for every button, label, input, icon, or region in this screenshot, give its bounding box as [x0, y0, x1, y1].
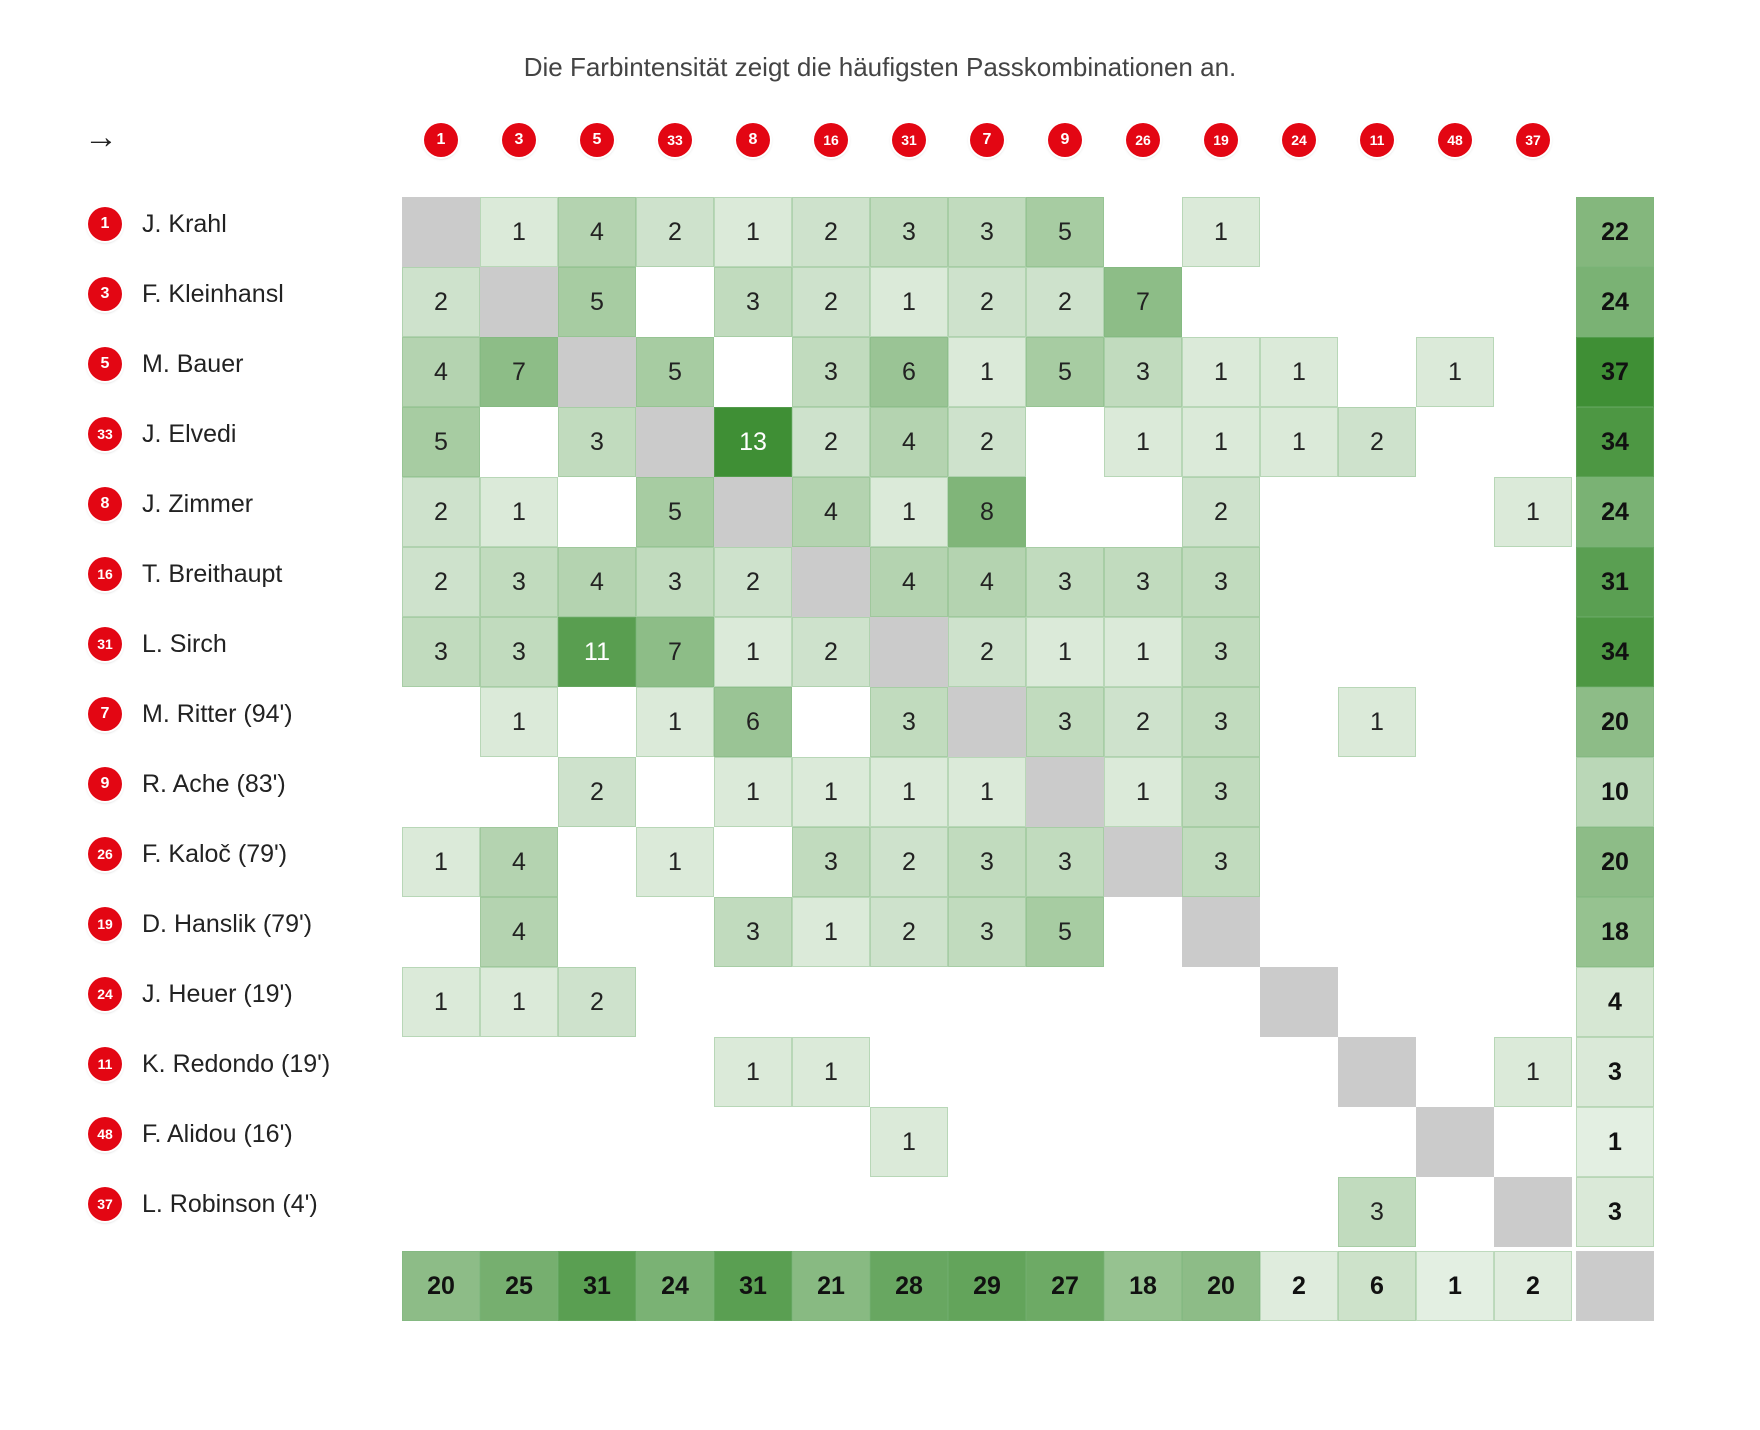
- player-number-badge: 9: [88, 767, 122, 801]
- column-badge: 11: [1360, 123, 1394, 157]
- column-badge: 3: [502, 123, 536, 157]
- diagonal-cell: [792, 547, 870, 617]
- pass-count-cell: 2: [948, 617, 1026, 687]
- row-total-cell: 20: [1576, 687, 1654, 757]
- pass-count-cell: 2: [1104, 687, 1182, 757]
- player-label: [88, 416, 236, 452]
- pass-count-cell: 2: [792, 267, 870, 337]
- diagonal-cell: [1338, 1037, 1416, 1107]
- row-total-cell: 4: [1576, 967, 1654, 1037]
- pass-count-cell: 3: [948, 897, 1026, 967]
- pass-count-cell: 6: [870, 337, 948, 407]
- player-label: [88, 486, 253, 522]
- pass-count-cell: 7: [1104, 267, 1182, 337]
- pass-count-cell: 2: [636, 197, 714, 267]
- player-label: [88, 696, 293, 732]
- column-badge: 24: [1282, 123, 1316, 157]
- player-name: F. Kleinhansl: [142, 279, 284, 308]
- column-total-cell: 18: [1104, 1251, 1182, 1321]
- pass-count-cell: 6: [714, 687, 792, 757]
- row-total-cell: 22: [1576, 197, 1654, 267]
- pass-count-cell: 3: [792, 827, 870, 897]
- pass-count-cell: 3: [1182, 827, 1260, 897]
- column-badge: 31: [892, 123, 926, 157]
- pass-count-cell: 1: [636, 827, 714, 897]
- player-number-badge: 26: [88, 837, 122, 871]
- column-badge: 5: [580, 123, 614, 157]
- pass-count-cell: 7: [636, 617, 714, 687]
- pass-count-cell: 1: [714, 197, 792, 267]
- player-name: F. Alidou (16'): [142, 1119, 293, 1148]
- row-total-cell: 34: [1576, 407, 1654, 477]
- diagonal-cell: [558, 337, 636, 407]
- pass-count-cell: 3: [792, 337, 870, 407]
- pass-count-cell: 3: [1026, 827, 1104, 897]
- pass-count-cell: 5: [1026, 897, 1104, 967]
- column-total-cell: 25: [480, 1251, 558, 1321]
- pass-count-cell: 4: [948, 547, 1026, 617]
- pass-count-cell: 1: [1104, 407, 1182, 477]
- row-total-cell: 20: [1576, 827, 1654, 897]
- player-number-badge: 37: [88, 1187, 122, 1221]
- pass-count-cell: 3: [1182, 617, 1260, 687]
- player-number-badge: 33: [88, 417, 122, 451]
- player-number-badge: 11: [88, 1047, 122, 1081]
- pass-count-cell: 2: [1338, 407, 1416, 477]
- column-total-cell: 20: [1182, 1251, 1260, 1321]
- player-number-badge: 5: [88, 347, 122, 381]
- player-label: [88, 1116, 293, 1152]
- pass-count-cell: 5: [1026, 337, 1104, 407]
- pass-count-cell: 1: [714, 757, 792, 827]
- pass-count-cell: 1: [1182, 337, 1260, 407]
- pass-count-cell: 4: [792, 477, 870, 547]
- pass-count-cell: 4: [558, 197, 636, 267]
- column-badge: 19: [1204, 123, 1238, 157]
- column-total-cell: 31: [714, 1251, 792, 1321]
- pass-count-cell: 3: [1338, 1177, 1416, 1247]
- player-label: [88, 766, 286, 802]
- player-number-badge: 19: [88, 907, 122, 941]
- chart-subtitle: Die Farbintensität zeigt die häufigsten Passkombinationen an.: [523, 52, 1237, 82]
- player-number-badge: 8: [88, 487, 122, 521]
- player-label: [88, 1046, 330, 1082]
- column-badge: 26: [1126, 123, 1160, 157]
- column-badge: 8: [736, 123, 770, 157]
- pass-count-cell: 2: [558, 967, 636, 1037]
- column-badge: 33: [658, 123, 692, 157]
- player-number-badge: 48: [88, 1117, 122, 1151]
- column-total-cell: 21: [792, 1251, 870, 1321]
- column-badge: 48: [1438, 123, 1472, 157]
- pass-count-cell: 3: [1182, 687, 1260, 757]
- pass-count-cell: 1: [480, 687, 558, 757]
- pass-count-cell: 3: [948, 827, 1026, 897]
- pass-count-cell: 1: [948, 757, 1026, 827]
- player-label: [88, 976, 293, 1012]
- diagonal-cell: [1416, 1107, 1494, 1177]
- pass-count-cell: 2: [402, 477, 480, 547]
- player-name: M. Ritter (94'): [142, 699, 293, 728]
- player-label: [88, 836, 287, 872]
- pass-count-cell: 5: [636, 477, 714, 547]
- diagonal-cell: [1260, 967, 1338, 1037]
- player-label: [88, 206, 227, 242]
- pass-count-cell: 1: [1104, 757, 1182, 827]
- pass-count-cell: 3: [1182, 547, 1260, 617]
- diagonal-cell: [948, 687, 1026, 757]
- pass-count-cell: 3: [402, 617, 480, 687]
- pass-count-cell: 1: [480, 477, 558, 547]
- column-total-cell: 1: [1416, 1251, 1494, 1321]
- pass-count-cell: 1: [714, 617, 792, 687]
- row-total-cell: 1: [1576, 1107, 1654, 1177]
- pass-count-cell: 4: [870, 547, 948, 617]
- pass-count-cell: 2: [948, 267, 1026, 337]
- column-total-cell: 28: [870, 1251, 948, 1321]
- pass-count-cell: 2: [870, 827, 948, 897]
- diagonal-cell: [870, 617, 948, 687]
- column-badge: 9: [1048, 123, 1082, 157]
- pass-count-cell: 2: [714, 547, 792, 617]
- diagonal-cell: [480, 267, 558, 337]
- pass-count-cell: 1: [714, 1037, 792, 1107]
- pass-count-cell: 4: [480, 897, 558, 967]
- player-label: [88, 1186, 318, 1222]
- pass-count-cell: 5: [402, 407, 480, 477]
- player-label: [88, 276, 284, 312]
- pass-count-cell: 2: [870, 897, 948, 967]
- player-number-badge: 3: [88, 277, 122, 311]
- row-total-cell: 34: [1576, 617, 1654, 687]
- diagonal-cell: [1182, 897, 1260, 967]
- pass-count-cell: 3: [1104, 337, 1182, 407]
- pass-count-cell: 3: [1182, 757, 1260, 827]
- column-total-cell: 6: [1338, 1251, 1416, 1321]
- pass-count-cell: 1: [948, 337, 1026, 407]
- pass-count-cell: 2: [792, 197, 870, 267]
- pass-count-cell: 5: [558, 267, 636, 337]
- corner-cell: [1576, 1251, 1654, 1321]
- player-number-badge: 24: [88, 977, 122, 1011]
- pass-count-cell: 4: [870, 407, 948, 477]
- player-name: J. Krahl: [142, 209, 227, 238]
- player-name: D. Hanslik (79'): [142, 909, 313, 938]
- pass-count-cell: 1: [870, 267, 948, 337]
- column-total-cell: 20: [402, 1251, 480, 1321]
- column-total-cell: 27: [1026, 1251, 1104, 1321]
- pass-count-cell: 11: [558, 617, 636, 687]
- row-total-cell: 18: [1576, 897, 1654, 967]
- pass-count-cell: 1: [792, 897, 870, 967]
- pass-count-cell: 3: [1104, 547, 1182, 617]
- player-name: T. Breithaupt: [142, 559, 283, 588]
- pass-count-cell: 3: [948, 197, 1026, 267]
- column-total-cell: 31: [558, 1251, 636, 1321]
- pass-count-cell: 7: [480, 337, 558, 407]
- column-badge: 37: [1516, 123, 1550, 157]
- column-badge: 16: [814, 123, 848, 157]
- player-label: [88, 346, 243, 382]
- player-name: L. Sirch: [142, 629, 227, 658]
- pass-direction-arrow-icon: →: [84, 118, 118, 156]
- column-badge: 7: [970, 123, 1004, 157]
- pass-count-cell: 2: [558, 757, 636, 827]
- pass-count-cell: 1: [1416, 337, 1494, 407]
- column-total-cell: 2: [1494, 1251, 1572, 1321]
- pass-count-cell: 1: [1494, 1037, 1572, 1107]
- pass-count-cell: 3: [870, 197, 948, 267]
- diagonal-cell: [1026, 757, 1104, 827]
- column-total-cell: 29: [948, 1251, 1026, 1321]
- player-number-badge: 7: [88, 697, 122, 731]
- diagonal-cell: [1494, 1177, 1572, 1247]
- pass-count-cell: 1: [1260, 337, 1338, 407]
- player-number-badge: 16: [88, 557, 122, 591]
- player-label: [88, 906, 312, 942]
- pass-count-cell: 1: [870, 1107, 948, 1177]
- pass-count-cell: 1: [1104, 617, 1182, 687]
- pass-count-cell: 4: [480, 827, 558, 897]
- pass-count-cell: 2: [1182, 477, 1260, 547]
- row-total-cell: 3: [1576, 1177, 1654, 1247]
- pass-count-cell: 1: [1182, 197, 1260, 267]
- pass-count-cell: 3: [480, 617, 558, 687]
- player-name: M. Bauer: [142, 349, 244, 378]
- player-number-badge: 1: [88, 207, 122, 241]
- pass-count-cell: 1: [480, 197, 558, 267]
- row-total-cell: 24: [1576, 267, 1654, 337]
- row-total-cell: 31: [1576, 547, 1654, 617]
- player-name: J. Elvedi: [142, 419, 237, 448]
- pass-count-cell: 5: [1026, 197, 1104, 267]
- pass-count-cell: 13: [714, 407, 792, 477]
- player-name: L. Robinson (4'): [142, 1189, 318, 1218]
- pass-count-cell: 1: [1182, 407, 1260, 477]
- pass-count-cell: 1: [792, 1037, 870, 1107]
- pass-count-cell: 2: [402, 267, 480, 337]
- diagonal-cell: [1104, 827, 1182, 897]
- player-label: [88, 556, 282, 592]
- player-name: J. Heuer (19'): [142, 979, 293, 1008]
- pass-count-cell: 5: [636, 337, 714, 407]
- pass-count-cell: 2: [402, 547, 480, 617]
- column-badge: 1: [424, 123, 458, 157]
- pass-count-cell: 1: [1338, 687, 1416, 757]
- pass-count-cell: 1: [870, 477, 948, 547]
- row-total-cell: 37: [1576, 337, 1654, 407]
- pass-count-cell: 3: [636, 547, 714, 617]
- pass-count-cell: 3: [558, 407, 636, 477]
- player-number-badge: 31: [88, 627, 122, 661]
- pass-count-cell: 2: [948, 407, 1026, 477]
- pass-count-cell: 1: [1026, 617, 1104, 687]
- pass-count-cell: 3: [480, 547, 558, 617]
- pass-count-cell: 1: [402, 967, 480, 1037]
- row-total-cell: 24: [1576, 477, 1654, 547]
- player-name: J. Zimmer: [142, 489, 254, 518]
- pass-count-cell: 1: [870, 757, 948, 827]
- diagonal-cell: [402, 197, 480, 267]
- column-total-cell: 24: [636, 1251, 714, 1321]
- pass-count-cell: 2: [1026, 267, 1104, 337]
- pass-count-cell: 3: [1026, 687, 1104, 757]
- pass-count-cell: 1: [792, 757, 870, 827]
- diagonal-cell: [636, 407, 714, 477]
- row-total-cell: 3: [1576, 1037, 1654, 1107]
- pass-count-cell: 1: [636, 687, 714, 757]
- player-name: K. Redondo (19'): [142, 1049, 331, 1078]
- pass-count-cell: 3: [870, 687, 948, 757]
- pass-count-cell: 2: [792, 617, 870, 687]
- player-name: F. Kaloč (79'): [142, 839, 288, 868]
- pass-count-cell: 1: [480, 967, 558, 1037]
- pass-count-cell: 3: [1026, 547, 1104, 617]
- pass-count-cell: 1: [1260, 407, 1338, 477]
- diagonal-cell: [714, 477, 792, 547]
- pass-count-cell: 1: [1494, 477, 1572, 547]
- pass-count-cell: 3: [714, 267, 792, 337]
- player-name: R. Ache (83'): [142, 769, 286, 798]
- pass-count-cell: 8: [948, 477, 1026, 547]
- pass-count-cell: 3: [714, 897, 792, 967]
- pass-count-cell: 4: [558, 547, 636, 617]
- pass-count-cell: 2: [792, 407, 870, 477]
- pass-count-cell: 4: [402, 337, 480, 407]
- player-label: [88, 626, 227, 662]
- pass-count-cell: 1: [402, 827, 480, 897]
- row-total-cell: 10: [1576, 757, 1654, 827]
- column-total-cell: 2: [1260, 1251, 1338, 1321]
